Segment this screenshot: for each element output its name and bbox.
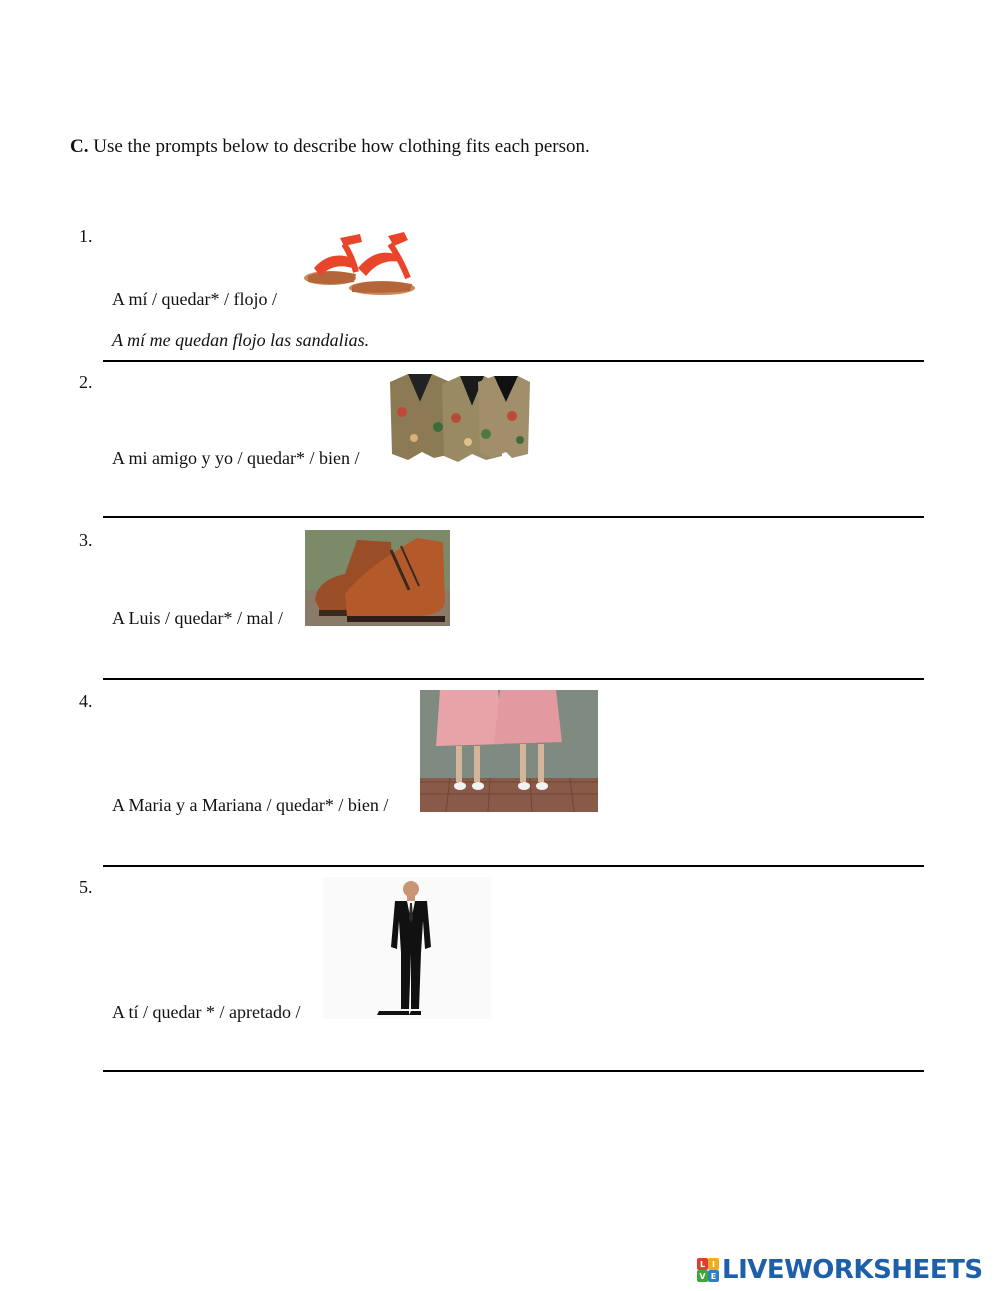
brown-boots-image [305,530,450,626]
item-number: 3. [79,530,93,550]
floral-vests-image [386,372,532,466]
example-answer: A mí me quedan flojo las sandalias. [112,330,370,350]
red-sandals-image [300,228,420,304]
item-number: 1. [79,226,93,246]
item-prompt: A mí / quedar* / flojo / [112,289,277,309]
item-number: 4. [79,691,93,711]
item-prompt: A tí / quedar * / apretado / [112,1002,301,1022]
answer-line[interactable] [103,865,924,867]
answer-line[interactable] [103,1070,924,1072]
instruction-text: Use the prompts below to describe how clothing fits each person. [88,136,590,157]
answer-line[interactable] [103,678,924,680]
item-prompt: A Maria y a Mariana / quedar* / bien / [112,795,389,815]
logo-text: LIVEWORKSHEETS [722,1255,983,1285]
item-prompt: A mi amigo y yo / quedar* / bien / [112,448,360,468]
instructions [70,136,590,158]
pink-skirts-image [420,690,598,812]
logo-mark-icon: L I V E [697,1258,719,1282]
item-number: 2. [79,372,93,392]
man-in-suit-image [323,877,491,1019]
section-label: C. [70,136,89,157]
answer-line[interactable] [103,516,924,518]
answer-line[interactable] [103,360,924,362]
liveworksheets-logo[interactable] [697,1255,983,1285]
item-prompt: A Luis / quedar* / mal / [112,608,283,628]
item-number: 5. [79,877,93,897]
